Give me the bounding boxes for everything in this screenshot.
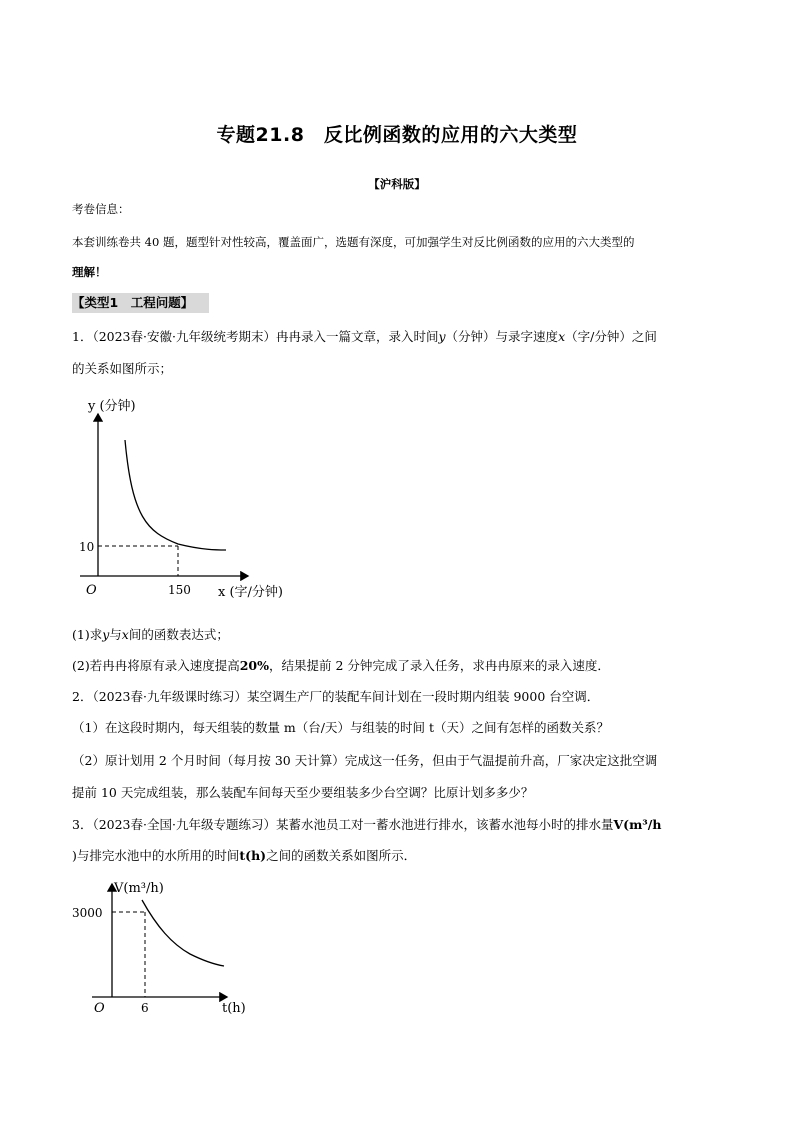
question-text: 3．（2023春·全国·九年级专题练习）某蓄水池员工对一蓄水池进行排水，该蓄水池每小时的排水量 [72,817,614,832]
question-1-part-2 [72,657,732,675]
question-2-part-2: （2）原计划用 2 个月时间（每月按 30 天计算）完成这一任务，但由于气温提前升高，厂家决定这批空调 [72,753,658,768]
origin-label: O [86,583,97,598]
question-3-line-1 [72,816,732,834]
y-tick-label: 3000 [72,906,103,920]
intro-line-2: 理解！ [72,265,107,279]
percent-value: 20% [239,658,269,673]
part-text: (2)若冉冉将原有录入速度提高 [72,658,240,673]
part-text: (1)求 [72,627,103,642]
question-text: )与排完水池中的水所用的时间 [72,848,240,863]
inverse-curve [142,900,224,966]
question-number: 1． [72,329,93,344]
question-text: （分钟）与录字速度 [445,329,559,344]
question-text: 冉冉录入一篇文章，录入时间 [275,329,439,344]
intro-line-1: 本套训练卷共 40 题，题型针对性较高，覆盖面广，选题有深度，可加强学生对反比例函数的应用的六大类型的 [72,235,635,249]
question-source: （2023春·安徽·九年级统考期末） [92,329,276,344]
question-3-line-2 [72,847,732,865]
variable-t: t(h) [239,848,267,863]
variable-y: y [102,627,110,642]
edition-label: 【沪科版】 [368,177,426,191]
question-2-part-2-cont: 提前 10 天完成组装，那么装配车间每天至少要组装多少台空调？比原计划多多少？ [72,785,534,800]
variable-v: V(m³/h [613,817,662,832]
question-text: （字/分钟）之间 [565,329,657,344]
part-text: ，结果提前 2 分钟完成了录入任务，求冉冉原来的录入速度． [269,658,610,673]
inverse-curve [125,440,226,550]
question-1-line-2: 的关系如图所示； [72,361,173,376]
x-tick-label: 150 [168,583,191,597]
y-tick-label: 10 [79,540,95,554]
variable-y: y [438,329,446,344]
info-label: 考卷信息： [72,202,130,216]
x-axis-label: x (字/分钟) [218,585,283,600]
x-tick-label: 6 [141,1001,149,1015]
section-heading: 【类型1 工程问题】 [72,293,209,313]
x-axis-label: t(h) [222,1001,246,1016]
part-text: 与 [109,627,122,642]
origin-label: O [94,1001,105,1016]
question-1-line-1 [72,328,732,346]
variable-x: x [558,329,566,344]
question-2-line-1: 2．（2023春·九年级课时练习）某空调生产厂的装配车间计划在一段时期内组装 9000 台空调． [72,689,600,704]
variable-x: x [121,627,129,642]
y-axis-label: y (分钟) [88,399,136,414]
graph-2 [72,872,262,1017]
question-text: 之间的函数关系如图所示． [266,848,417,863]
part-text: 间的函数表达式； [128,627,229,642]
graph-1 [72,392,312,606]
y-axis-label: V(m³/h) [114,881,164,896]
document-title: 专题21.8 反比例函数的应用的六大类型 [216,124,578,146]
question-1-part-1 [72,626,732,644]
question-2-part-1: （1）在这段时期内，每天组装的数量 m（台/天）与组装的时间 t（天）之间有怎样的函数关系？ [72,720,609,735]
